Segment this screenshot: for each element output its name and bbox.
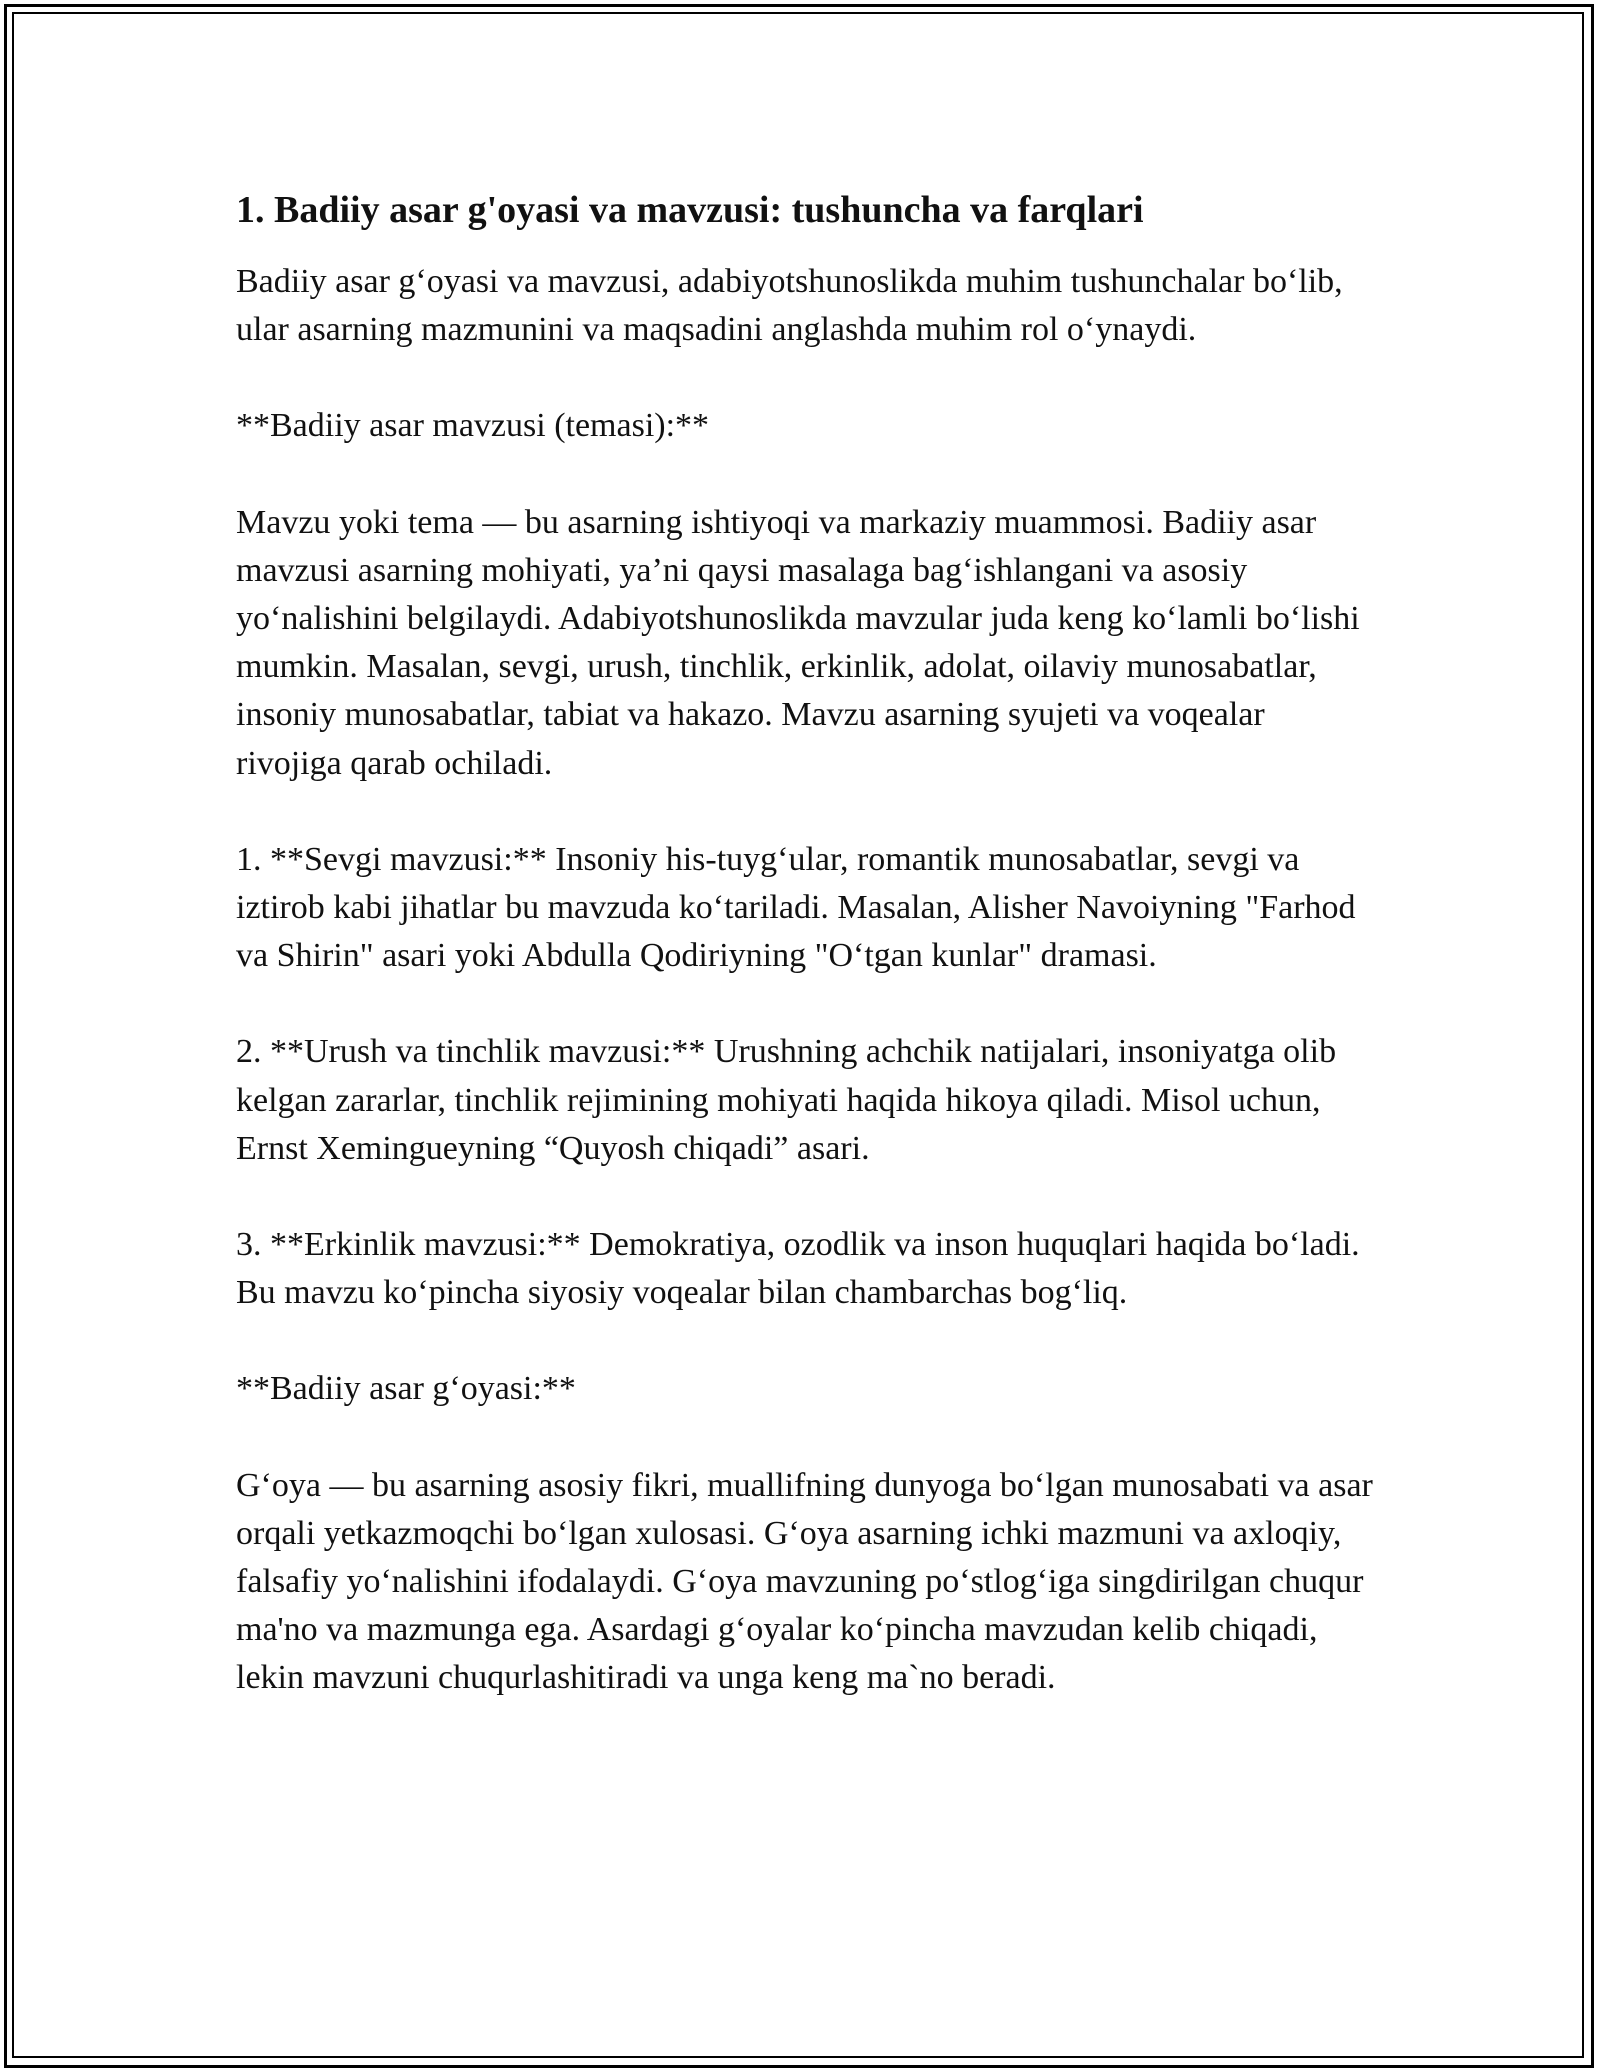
list-item-sevgi: 1. **Sevgi mavzusi:** Insoniy his-tuyg‘ular, romantik munosabatlar, sevgi va iztirob kabi jihatlar bu mavzuda ko‘tariladi. Masalan, Alisher Navoiyning "Farhod va Shirin" asari yoki Abdulla Qodiriyning "O‘tgan kunlar" dramasi. (236, 840, 1356, 975)
document-body (236, 186, 1376, 1703)
document-title: 1. Badiiy asar g'oyasi va mavzusi: tushuncha va farqlari (236, 189, 1144, 231)
mavzu-heading: **Badiiy asar mavzusi (temasi):** (236, 407, 710, 445)
goya-definition-paragraph: G‘oya — bu asarning asosiy fikri, muallifning dunyoga bo‘lgan munosabati va asar orqali yetkazmoqchi bo‘lgan xulosasi. G‘oya asarning ichki mazmuni va axloqiy, falsafiy yo‘nalishini ifodalaydi. G‘oya mavzuning po‘stlog‘iga singdirilgan chuqur ma'no va mazmunga ega. Asardagi g‘oyalar ko‘pincha mavzudan kelib chiqadi, lekin mavzuni chuqurlashitiradi va unga keng ma`no beradi. (236, 1466, 1373, 1697)
list-item-urush: 2. **Urush va tinchlik mavzusi:** Urushning achchik natijalari, insoniyatga olib kelgan zararlar, tinchlik rejimining mohiyati haqida hikoya qiladi. Misol uchun, Ernst Xemingueyning “Quyosh chiqadi” asari. (236, 1033, 1337, 1167)
list-item-erkinlik: 3. **Erkinlik mavzusi:** Demokratiya, ozodlik va inson huquqlari haqida bo‘ladi. Bu mavzu ko‘pincha siyosiy voqealar bilan chambarchas bog‘liq. (236, 1226, 1360, 1312)
goya-heading: **Badiiy asar g‘oyasi:** (236, 1370, 576, 1408)
mavzu-definition-paragraph: Mavzu yoki tema — bu asarning ishtiyoqi va markaziy muammosi. Badiiy asar mavzusi asarning mohiyati, ya’ni qaysi masalaga bag‘ishlangani va asosiy yo‘nalishini belgilaydi. Adabiyotshunoslikda mavzular juda keng ko‘lamli bo‘lishi mumkin. Masalan, sevgi, urush, tinchlik, erkinlik, adolat, oilaviy munosabatlar, insoniy munosabatlar, tabiat va hakazo. Mavzu asarning syujeti va voqealar rivojiga qarab ochiladi. (236, 503, 1360, 782)
intro-paragraph: Badiiy asar g‘oyasi va mavzusi, adabiyotshunoslikda muhim tushunchalar bo‘lib, ular asarning mazmunini va maqsadini anglashda muhim rol o‘ynaydi. (236, 263, 1343, 349)
